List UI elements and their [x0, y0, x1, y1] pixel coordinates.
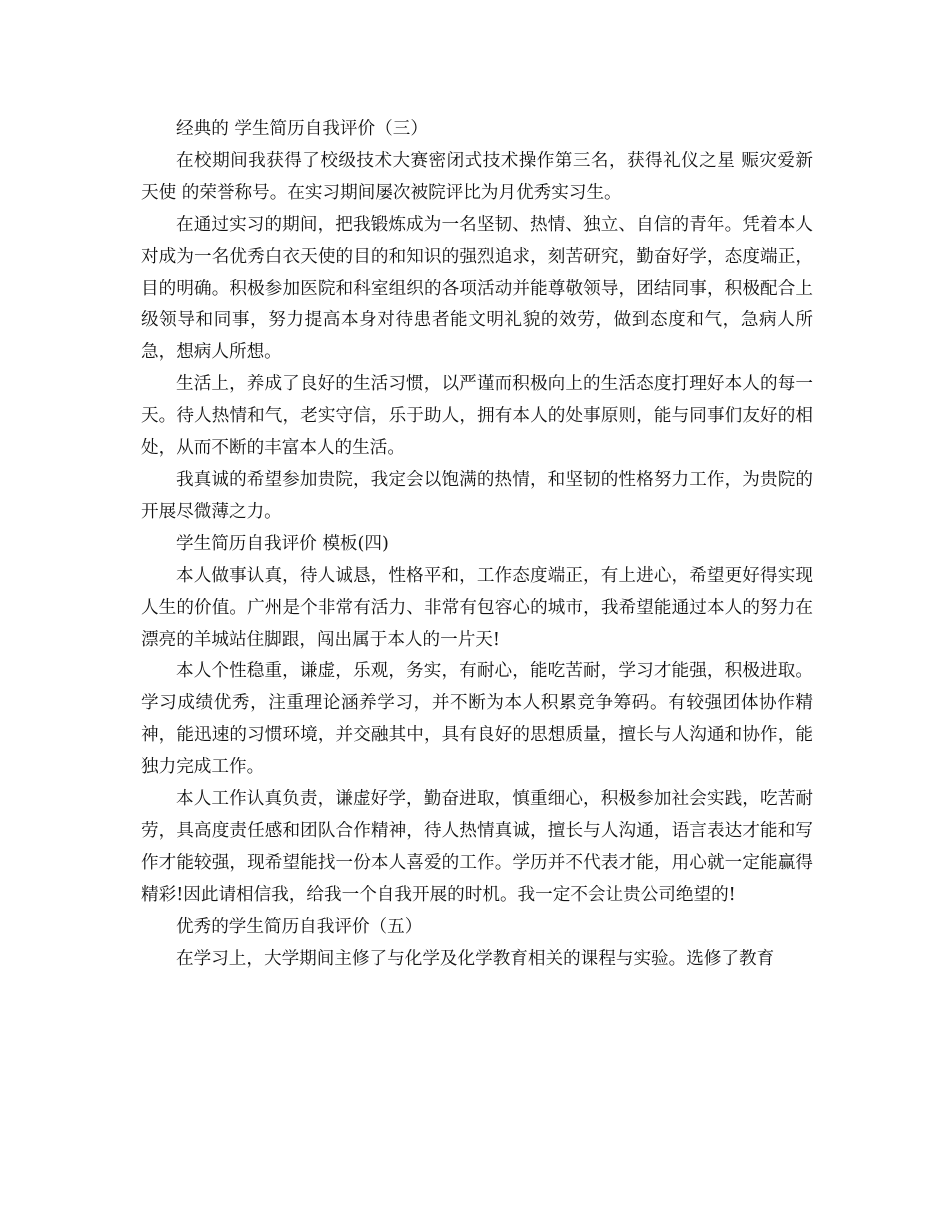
paragraph: 本人个性稳重，谦虚，乐观，务实，有耐心，能吃苦耐，学习才能强，积极进取。学习成绩优秀，注重理论涵养学习，并不断为本人积累竞争筹码。有较强团体协作精神，能迅速的习惯环境，并交融其中，具有良好的思想质量，擅长与人沟通和协作，能独力完成工作。	[141, 661, 813, 778]
document-body	[141, 114, 813, 975]
section-heading-4: 学生简历自我评价 模板(四)	[176, 533, 389, 554]
paragraph: 在校期间我获得了校级技术大赛密闭式技术操作第三名，获得礼仪之星 赈灾爱新天使 的荣誉称号。在实习期间屡次被院评比为月优秀实习生。	[141, 150, 813, 203]
paragraph: 我真诚的希望参加贵院，我定会以饱满的热情，和坚韧的性格努力工作，为贵院的开展尽微薄之力。	[141, 469, 813, 522]
paragraph: 在通过实习的期间，把我锻炼成为一名坚韧、热情、独立、自信的青年。凭着本人对成为一名优秀白衣天使的目的和知识的强烈追求，刻苦研究，勤奋好学，态度端正，目的明确。积极参加医院和科室组织的各项活动并能尊敬领导，团结同事，积极配合上级领导和同事，努力提高本身对待患者能文明礼貌的效劳，做到态度和气，急病人所急，想病人所想。	[141, 214, 813, 363]
paragraph: 本人工作认真负责，谦虚好学，勤奋进取，慎重细心，积极参加社会实践，吃苦耐劳，具高度责任感和团队合作精神，待人热情真诚，擅长与人沟通，语言表达才能和写作才能较强，现希望能找一份本人喜爱的工作。学历并不代表才能，用心就一定能赢得精彩!因此请相信我，给我一个自我开展的时机。我一定不会让贵公司绝望的!	[141, 789, 813, 905]
paragraph: 本人做事认真，待人诚恳，性格平和，工作态度端正，有上进心，希望更好得实现人生的价值。广州是个非常有活力、非常有包容心的城市，我希望能通过本人的努力在漂亮的羊城站住脚跟，闯出属于本人的一片天!	[141, 565, 813, 650]
section-heading-3: 经典的 学生简历自我评价（三）	[176, 119, 428, 139]
paragraph: 生活上，养成了良好的生活习惯，以严谨而积极向上的生活态度打理好本人的每一天。待人热情和气，老实守信，乐于助人，拥有本人的处事原则，能与同事们友好的相处，从而不断的丰富本人的生活。	[141, 374, 813, 459]
paragraph: 在学习上，大学期间主修了与化学及化学教育相关的课程与实验。选修了教育	[176, 948, 775, 969]
section-heading-5: 优秀的学生简历自我评价（五）	[176, 916, 423, 937]
